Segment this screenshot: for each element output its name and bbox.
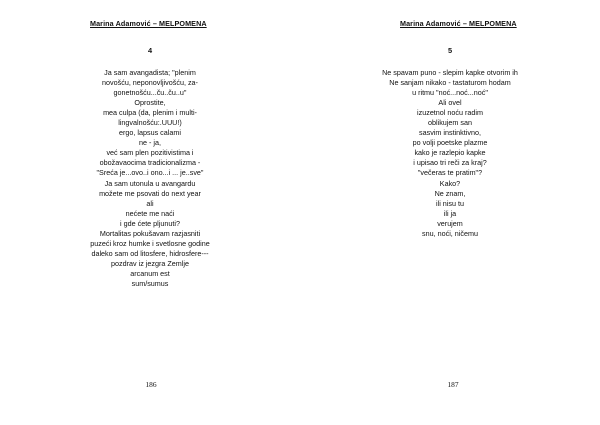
poem-line: oblikujem san (428, 118, 472, 128)
poem-line: verujem (437, 218, 463, 228)
poem-line: Ne spavam puno - slepim kapke otvorim ih (382, 68, 518, 77)
running-header: Marina Adamović – MELPOMENA (90, 19, 207, 28)
poem-line: sum/sumus (131, 278, 169, 288)
running-header: Marina Adamović – MELPOMENA (400, 19, 517, 28)
poem-line: u ritmu "noć...noć...noć" (412, 88, 488, 98)
poem-line: ili ja (443, 208, 457, 218)
poem-line: mea culpa (da, plenim i multi- (103, 108, 197, 118)
poem-line: Ne sanjam nikako - tastaturom hodam (389, 78, 511, 88)
poem-line: već sam plen pozitivistima i (106, 148, 194, 158)
poem-line: ergo, lapsus calami (119, 128, 181, 138)
poem-number: 4 (147, 46, 153, 55)
poem-number: 5 (447, 46, 453, 55)
poem-line: i upisao tri reči za kraj? (413, 158, 487, 168)
poem-line: izuzetnol noću radim (417, 108, 483, 118)
poem-line: ne - ja, (139, 138, 161, 148)
poem-line: lingvalnošću:.UUU!) (118, 118, 182, 128)
poem-line: Ja sam utonula u avangardu (104, 178, 196, 188)
poem-line: snu, noći, ničemu (422, 228, 478, 238)
poem-line: Kako? (439, 178, 461, 188)
poem-line: "Sreća je...ovo..i ono...i ... je..sve" (96, 168, 204, 178)
poem-text (330, 68, 570, 239)
poem-line: možete me psovati do next year (99, 188, 201, 198)
right-page (300, 0, 600, 425)
page-number: 187 (447, 380, 459, 389)
poem-line: Ali ovel (438, 98, 462, 108)
poem-line: i gde ćete pljunuti? (120, 218, 180, 228)
poem-line: obožavaocima tradicionalizma - (99, 158, 201, 168)
poem-line: arcanum est (130, 268, 170, 278)
poem-line: sasvim instinktivno, (419, 128, 481, 138)
poem-line: nećete me naći (125, 208, 175, 218)
poem-line: Oprostite, (134, 98, 166, 108)
poem-line: ali (146, 198, 154, 208)
poem-line: kako je razlepio kapke (414, 148, 486, 158)
poem-line: Mortalitas pokušavam razjasniti (99, 228, 201, 238)
poem-line: pozdrav iz jezgra Zemlje (111, 258, 189, 268)
poem-line: "večeras te pratim"? (417, 168, 483, 178)
poem-line: po volji poetske plazme (412, 138, 488, 148)
poem-line: ili nisu tu (436, 198, 464, 208)
poem-line: puzeći kroz humke i svetlosne godine (90, 238, 210, 248)
poem-line: gonetnošću...ču..ču..u" (113, 88, 187, 98)
poem-text (30, 68, 270, 289)
poem-line: novošću, neponovljivošću, za- (102, 78, 198, 88)
poem-line: Ne znam, (434, 188, 466, 198)
poem-line: Ja sam avangadista; "plenim (104, 68, 196, 77)
page-number: 186 (145, 380, 157, 389)
poem-line: daleko sam od litosfere, hidrosfere--- (91, 248, 209, 258)
